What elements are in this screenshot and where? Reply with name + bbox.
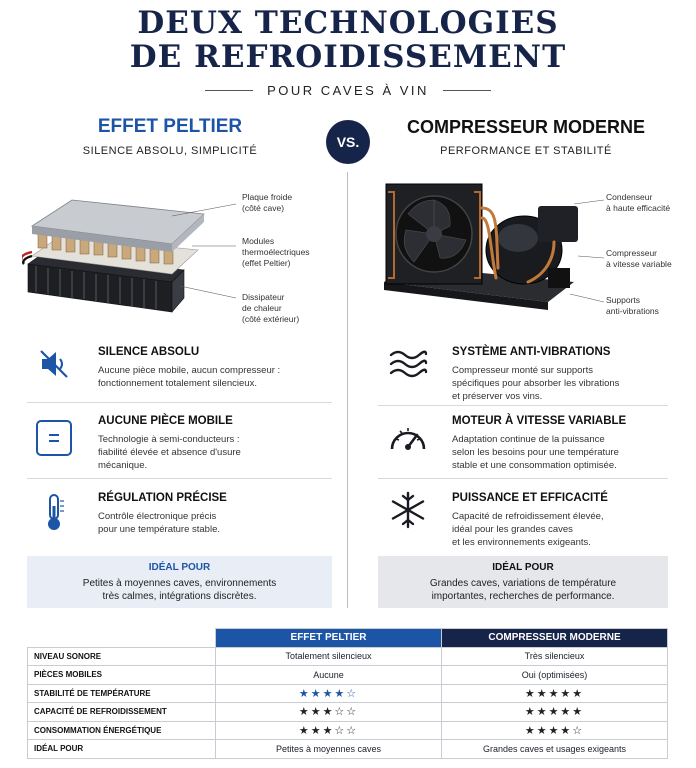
callout-text: Modules bbox=[242, 236, 275, 246]
thermometer-icon bbox=[32, 490, 76, 534]
feature-desc-line: stable et une consommation optimisée. bbox=[452, 460, 617, 471]
speaker-mute-icon bbox=[32, 342, 76, 386]
compressor-ideal-box bbox=[378, 556, 668, 608]
star-rating: ★★★★☆ bbox=[298, 686, 359, 700]
ideal-line: Petites à moyennes caves, environnements bbox=[82, 578, 277, 589]
feature-separator bbox=[378, 478, 668, 479]
peltier-value: Totalement silencieux bbox=[216, 647, 442, 666]
table-row bbox=[28, 740, 668, 759]
star-rating: ★★★★★ bbox=[524, 686, 585, 700]
feature-silence bbox=[98, 346, 378, 390]
callout-heatsink bbox=[242, 292, 299, 325]
callout-compressor bbox=[606, 248, 672, 270]
comparison-table bbox=[27, 628, 668, 759]
waves-icon bbox=[386, 342, 430, 386]
peltier-subheading: SILENCE ABSOLU, SIMPLICITÉ bbox=[82, 145, 258, 157]
feature-title: SYSTÈME ANTI-VIBRATIONS bbox=[452, 346, 611, 358]
compressor-heading-block bbox=[376, 116, 676, 157]
feature-title: SILENCE ABSOLU bbox=[98, 346, 200, 358]
callout-supports bbox=[606, 295, 659, 317]
row-label: IDÉAL POUR bbox=[28, 740, 216, 759]
table-row bbox=[28, 647, 668, 666]
peltier-value: Petites à moyennes caves bbox=[216, 740, 442, 759]
feature-description bbox=[452, 364, 696, 403]
feature-desc-line: pour une température stable. bbox=[98, 524, 220, 535]
callout-cold-plate bbox=[242, 192, 292, 214]
row-label: CONSOMMATION ÉNERGÉTIQUE bbox=[28, 721, 216, 740]
star-rating: ★★★☆☆ bbox=[298, 705, 359, 719]
table-row bbox=[28, 703, 668, 722]
table-header-compressor: COMPRESSEUR MODERNE bbox=[442, 629, 668, 648]
feature-description bbox=[452, 433, 696, 472]
star-rating: ★★★★★ bbox=[524, 705, 585, 719]
feature-power-efficiency bbox=[452, 492, 696, 549]
subtitle-row bbox=[0, 83, 696, 98]
feature-variable-speed bbox=[452, 415, 696, 472]
feature-desc-line: mécanique. bbox=[98, 460, 148, 471]
row-label: STABILITÉ DE TEMPÉRATURE bbox=[28, 684, 216, 703]
feature-title: AUCUNE PIÈCE MOBILE bbox=[98, 415, 233, 427]
gauge-icon bbox=[386, 416, 430, 460]
callout-text: Compresseur bbox=[606, 248, 658, 258]
feature-no-moving-parts bbox=[98, 415, 378, 472]
callout-text: thermoélectriques bbox=[242, 247, 310, 257]
table-row bbox=[28, 666, 668, 685]
callout-text: (côté extérieur) bbox=[242, 314, 300, 324]
callout-text: de chaleur bbox=[242, 303, 282, 313]
vs-badge: VS. bbox=[326, 120, 370, 164]
feature-precise-regulation bbox=[98, 492, 378, 536]
callout-text: à vitesse variable bbox=[606, 259, 672, 269]
feature-description bbox=[452, 510, 696, 549]
ideal-line: très calmes, intégrations discrètes. bbox=[102, 591, 257, 602]
ideal-title: IDÉAL POUR bbox=[492, 562, 554, 573]
star-rating: ★★★☆☆ bbox=[298, 723, 359, 737]
compressor-heading: COMPRESSEUR MODERNE bbox=[406, 117, 646, 137]
page-subtitle: POUR CAVES À VIN bbox=[267, 83, 429, 98]
feature-description bbox=[98, 364, 378, 390]
feature-desc-line: Compresseur monté sur supports bbox=[452, 365, 593, 376]
callout-text: Supports bbox=[606, 295, 641, 305]
callout-text: (côté cave) bbox=[242, 203, 285, 213]
feature-separator bbox=[27, 402, 332, 403]
subtitle-rule-right bbox=[443, 90, 491, 91]
compressor-subheading: PERFORMANCE ET STABILITÉ bbox=[440, 145, 612, 157]
ideal-description bbox=[27, 577, 332, 603]
peltier-heading: EFFET PELTIER bbox=[97, 116, 243, 137]
feature-desc-line: et préserver vos vins. bbox=[452, 391, 543, 402]
compressor-value: Très silencieux bbox=[442, 647, 668, 666]
row-label: PIÈCES MOBILES bbox=[28, 666, 216, 685]
feature-desc-line: Adaptation continue de la puissance bbox=[452, 434, 605, 445]
star-rating: ★★★★☆ bbox=[524, 723, 585, 737]
table-row bbox=[28, 684, 668, 703]
title-line-1: DEUX TECHNOLOGIES bbox=[137, 5, 559, 41]
callout-condenser bbox=[606, 192, 670, 214]
feature-description bbox=[98, 510, 378, 536]
callout-text: (effet Peltier) bbox=[242, 258, 291, 268]
feature-separator bbox=[378, 405, 668, 406]
title-line-2: DE REFROIDISSEMENT bbox=[129, 39, 567, 75]
feature-desc-line: spécifiques pour absorber les vibrations bbox=[452, 378, 620, 389]
ideal-line: Grandes caves, variations de température bbox=[429, 578, 617, 589]
peltier-rating bbox=[216, 684, 442, 703]
table-header-row bbox=[28, 629, 668, 648]
feature-desc-line: fiabilité élevée et absence d'usure bbox=[98, 447, 241, 458]
row-label: CAPACITÉ DE REFROIDISSEMENT bbox=[28, 703, 216, 722]
column-divider bbox=[347, 172, 348, 608]
peltier-heading-block bbox=[20, 116, 320, 157]
peltier-value: Aucune bbox=[216, 666, 442, 685]
feature-separator bbox=[27, 478, 332, 479]
ideal-line: importantes, recherches de performance. bbox=[431, 591, 615, 602]
feature-desc-line: selon les besoins pour une température bbox=[452, 447, 619, 458]
callout-text: Dissipateur bbox=[242, 292, 285, 302]
compressor-rating bbox=[442, 703, 668, 722]
feature-desc-line: Aucune pièce mobile, aucun compresseur : bbox=[98, 365, 281, 376]
feature-description bbox=[98, 433, 378, 472]
callout-text: à haute efficacité bbox=[606, 203, 671, 213]
subtitle-rule-left bbox=[205, 90, 253, 91]
feature-title: PUISSANCE ET EFFICACITÉ bbox=[452, 492, 608, 504]
ideal-title: IDÉAL POUR bbox=[148, 562, 211, 573]
feature-title: RÉGULATION PRÉCISE bbox=[98, 492, 227, 504]
peltier-module-image bbox=[22, 186, 240, 318]
page-title bbox=[0, 6, 696, 74]
feature-title: MOTEUR À VITESSE VARIABLE bbox=[452, 415, 627, 427]
ideal-description bbox=[378, 577, 668, 603]
feature-desc-line: Capacité de refroidissement élevée, bbox=[452, 511, 604, 522]
peltier-ideal-box bbox=[27, 556, 332, 608]
callout-modules bbox=[242, 236, 310, 269]
table-corner bbox=[28, 629, 216, 648]
compressor-rating bbox=[442, 721, 668, 740]
callout-text: anti-vibrations bbox=[606, 306, 659, 316]
feature-desc-line: et les environnements exigeants. bbox=[452, 537, 591, 548]
chip-icon bbox=[32, 416, 76, 460]
feature-anti-vibration bbox=[452, 346, 696, 403]
callout-text: Condenseur bbox=[606, 192, 653, 202]
table-header-peltier: EFFET PELTIER bbox=[216, 629, 442, 648]
feature-desc-line: idéal pour les grandes caves bbox=[452, 524, 573, 535]
row-label: NIVEAU SONORE bbox=[28, 647, 216, 666]
compressor-value: Grandes caves et usages exigeants bbox=[442, 740, 668, 759]
callout-text: Plaque froide bbox=[242, 192, 293, 202]
compressor-unit-image bbox=[378, 178, 604, 320]
peltier-rating bbox=[216, 703, 442, 722]
feature-desc-line: fonctionnement totalement silencieux. bbox=[98, 378, 257, 389]
snowflake-icon bbox=[386, 488, 430, 532]
compressor-rating bbox=[442, 684, 668, 703]
table-row bbox=[28, 721, 668, 740]
peltier-rating bbox=[216, 721, 442, 740]
feature-desc-line: Contrôle électronique précis bbox=[98, 511, 217, 522]
feature-desc-line: Technologie à semi-conducteurs : bbox=[98, 434, 240, 445]
compressor-value: Oui (optimisées) bbox=[442, 666, 668, 685]
